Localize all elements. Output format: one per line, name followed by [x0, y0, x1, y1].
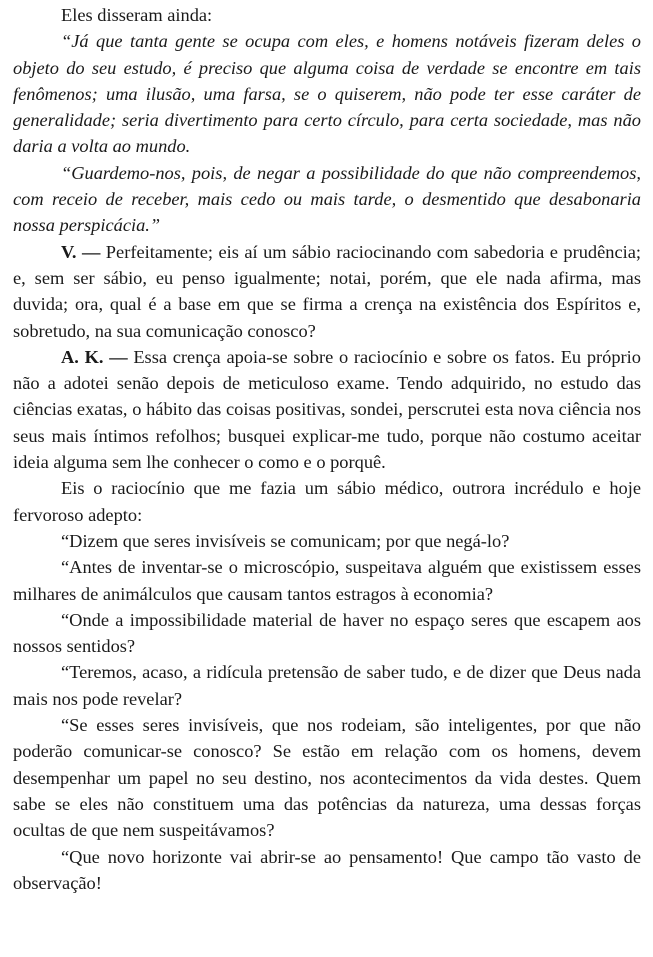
paragraph-quote-7: “Se esses seres invisíveis, que nos rodeiam, são inteligentes, por que não poderão comunicar-se conosco? Se estão em relação com os homens, devem desempenhar um papel no seu destino, nos acontecimentos da vida destes. Quem sabe se eles não constituem uma das potências da natureza, uma dessas forças ocultas de que nem suspeitávamos?	[13, 715, 641, 841]
speaker-label-visitor: V. —	[61, 241, 101, 262]
speaker-label-ak: A. K. —	[61, 346, 128, 367]
paragraph-quote-2: “Guardemo-nos, pois, de negar a possibilidade do que não compreendemos, com receio de receber, mais cedo ou mais tarde, o desmentido que desabonaria nossa perspicácia.”	[13, 162, 641, 236]
paragraph-reasoning-intro: Eis o raciocínio que me fazia um sábio médico, outrora incrédulo e hoje fervoroso adepto:	[13, 478, 641, 525]
paragraph-body: Essa crença apoia-se sobre o raciocínio e sobre os fatos. Eu próprio não a adotei senão depois de meticuloso exame. Tendo adquirido, no estudo das ciências exatas, o hábito das coisas positivas, sondei, perscrutei esta nova ciência nos seus mais íntimos refolhos; busquei explicar-me tudo, porque não costumo aceitar ideia alguma sem lhe conhecer o como e o porquê.	[13, 346, 641, 473]
paragraph-quote-6: “Teremos, acaso, a ridícula pretensão de saber tudo, e de dizer que Deus nada mais nos pode revelar?	[13, 662, 641, 709]
paragraph-ak-reply	[13, 344, 641, 475]
paragraph-body: Perfeitamente; eis aí um sábio raciocinando com sabedoria e prudência; e, sem ser sábio, eu penso igualmente; notai, porém, que ele nada afirma, mas duvida; ora, qual é a base em que se firma a crença na existência dos Espíritos e, sobretudo, na sua comunicação conosco?	[13, 241, 641, 341]
paragraph-quote-5: “Onde a impossibilidade material de haver no espaço seres que escapem aos nossos sentidos?	[13, 609, 641, 657]
paragraph-quote-3: “Dizem que seres invisíveis se comunicam; por que negá-lo?	[61, 530, 510, 551]
paragraph-visitor-reply	[13, 239, 641, 344]
paragraph-intro: Eles disseram ainda:	[61, 5, 213, 25]
paragraph-quote-4: “Antes de inventar-se o microscópio, suspeitava alguém que existissem esses milhares de animálculos que causam tantos estragos à economia?	[13, 557, 641, 604]
paragraph-quote-8: “Que novo horizonte vai abrir-se ao pensamento! Que campo tão vasto de observação!	[13, 846, 641, 893]
paragraph-quote-1: “Já que tanta gente se ocupa com eles, e homens notáveis fizeram deles o objeto do seu estudo, é preciso que alguma coisa de verdade se encontre em tais fenômenos; uma ilusão, uma farsa, se o quiserem, não pode ter esse caráter de generalidade; seria divertimento para certo círculo, para certa sociedade, mas não daria a volta ao mundo.	[13, 31, 641, 157]
